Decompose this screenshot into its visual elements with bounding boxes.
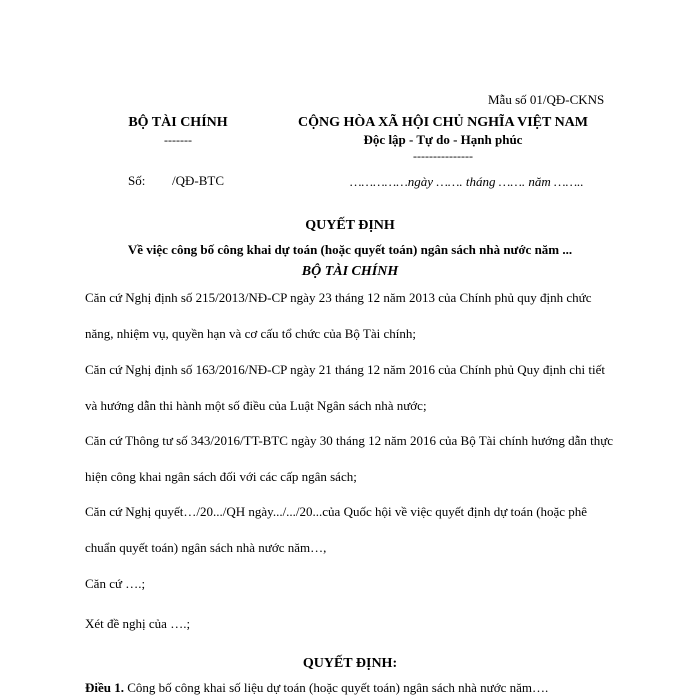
document-title: QUYẾT ĐỊNH [305, 218, 395, 233]
date-line: ……………ngày ……. tháng ……. năm …….. [350, 174, 584, 189]
motto: Độc lập - Tự do - Hạnh phúc [363, 132, 523, 147]
number-suffix: /QĐ-BTC [172, 173, 224, 188]
decision-heading: QUYẾT ĐỊNH: [302, 656, 398, 671]
form-code: Mẫu số 01/QĐ-CKNS [488, 92, 605, 107]
article-1-text: Công bố công khai số liệu dự toán (hoặc quyết toán) ngân sách nhà nước năm…. [127, 680, 549, 695]
proposal-line: Xét đề nghị của ….; [85, 616, 191, 631]
legal-basis-3: Căn cứ Thông tư số 343/2016/TT-BTC ngày 30 tháng 12 năm 2016 của Bộ Tài chính hướng dẫn thực hiện công khai ngân sách đối với các cấp ngân sách; [85, 433, 614, 484]
country-name: CỘNG HÒA XÃ HỘI CHỦ NGHĨA VIỆT NAM [297, 115, 588, 130]
legal-basis-2: Căn cứ Nghị định số 163/2016/NĐ-CP ngày 21 tháng 12 năm 2016 của Chính phủ Quy định chi tiết và hướng dẫn thi hành một số điều của Luật Ngân sách nhà nước; [85, 362, 606, 413]
legal-basis-5: Căn cứ ….; [85, 576, 146, 591]
ministry-rule: ------- [164, 133, 192, 147]
ministry-name: BỘ TÀI CHÍNH [128, 115, 228, 130]
issuing-authority: BỘ TÀI CHÍNH [301, 264, 399, 279]
legal-basis-1: Căn cứ Nghị định số 215/2013/NĐ-CP ngày 23 tháng 12 năm 2013 của Chính phủ quy định chức năng, nhiệm vụ, quyền hạn và cơ cấu tổ chức của Bộ Tài chính; [85, 290, 592, 341]
number-label: Số: [128, 173, 146, 188]
motto-rule: --------------- [413, 149, 473, 163]
article-1 [85, 680, 548, 696]
article-1-label: Điều 1. [85, 680, 124, 695]
document-subject: Về việc công bố công khai dự toán (hoặc quyết toán) ngân sách nhà nước năm ... [127, 242, 573, 257]
legal-basis-4: Căn cứ Nghị quyết…/20.../QH ngày.../.../20...của Quốc hội về việc quyết định dự toán (hoặc phê chuẩn quyết toán) ngân sách nhà nước năm…, [85, 504, 588, 555]
